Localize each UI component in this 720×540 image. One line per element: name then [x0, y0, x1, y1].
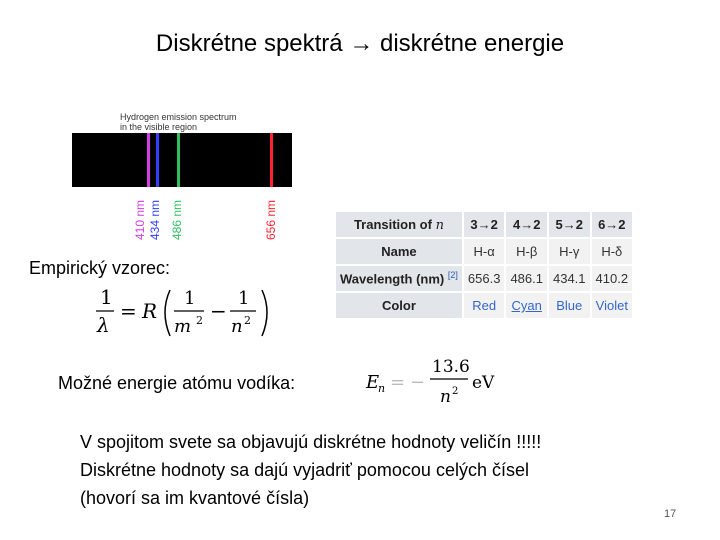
svg-text:E: E	[366, 372, 380, 393]
svg-text:2: 2	[244, 314, 251, 327]
row-header-color: Color	[335, 292, 463, 319]
spectral-line-656	[270, 133, 273, 187]
table-cell: H-β	[505, 238, 548, 265]
reference-link[interactable]: [2]	[447, 270, 458, 281]
table-cell: H-δ	[591, 238, 634, 265]
row-header-transition-var: n	[435, 217, 444, 233]
table-cell: 4→2	[505, 211, 548, 238]
svg-text:n: n	[378, 382, 386, 395]
svg-text:n: n	[440, 387, 451, 407]
conclusion-line-1: V spojitom svete sa objavujú diskrétne hodnoty veličín !!!!!	[80, 432, 542, 452]
table-cell: 434.1	[548, 265, 591, 292]
color-link-violet[interactable]: Violet	[591, 292, 634, 319]
spectrum-caption	[120, 112, 237, 132]
svg-text:=: =	[390, 372, 406, 393]
svg-text:1: 1	[238, 288, 250, 309]
conclusion-paragraph	[80, 428, 541, 512]
table-cell: 486.1	[505, 265, 548, 292]
hydrogen-spectrum-image	[72, 133, 292, 187]
spectrum-caption-line1: Hydrogen emission spectrum	[120, 112, 237, 122]
slide-title: Diskrétne spektrá → diskrétne energie	[155, 30, 565, 57]
page-number: 17	[664, 508, 677, 520]
svg-text:eV: eV	[472, 373, 495, 393]
table-row	[335, 211, 633, 238]
balmer-series-table	[334, 210, 634, 320]
table-cell: 5→2	[548, 211, 591, 238]
svg-text:λ: λ	[97, 313, 110, 337]
svg-text:=: =	[120, 299, 137, 323]
svg-text:−: −	[210, 299, 227, 323]
row-header-name: Name	[335, 238, 463, 265]
row-header-transition-text: Transition of	[353, 216, 436, 232]
energy-numerator: 13.6	[432, 357, 470, 377]
spectral-line-410	[147, 133, 150, 187]
table-row	[335, 292, 633, 319]
row-header-wavelength	[335, 265, 463, 292]
possible-energies-label: Možné energie atómu vodíka:	[58, 373, 296, 393]
conclusion-line-3: (hovorí sa im kvantové čísla)	[80, 488, 310, 508]
row-header-transition	[335, 211, 463, 238]
table-cell: 3→2	[463, 211, 506, 238]
wavelength-label-434: 434 nm	[148, 199, 162, 240]
table-row	[335, 238, 633, 265]
svg-text:−: −	[410, 372, 426, 393]
table-cell: 656.3	[463, 265, 506, 292]
table-cell: 410.2	[591, 265, 634, 292]
svg-text:2: 2	[452, 386, 459, 397]
spectral-line-434	[156, 133, 159, 187]
svg-text:n: n	[231, 316, 243, 337]
svg-text:2: 2	[196, 314, 203, 327]
rydberg-formula	[92, 282, 282, 342]
empirical-formula-label: Empirický vzorec:	[29, 258, 171, 278]
table-row	[335, 265, 633, 292]
wavelength-label-656: 656 nm	[264, 199, 278, 240]
svg-text:R: R	[142, 299, 158, 323]
table-cell: 6→2	[591, 211, 634, 238]
wavelength-label-486: 486 nm	[170, 199, 184, 240]
table-cell: H-α	[463, 238, 506, 265]
energy-formula	[362, 352, 512, 412]
svg-text:1: 1	[100, 285, 113, 309]
spectrum-caption-line2: in the visible region	[120, 122, 198, 132]
svg-text:m: m	[174, 316, 192, 337]
color-link-cyan[interactable]: Cyan	[505, 292, 548, 319]
table-cell: H-γ	[548, 238, 591, 265]
wavelength-label-410: 410 nm	[133, 199, 147, 240]
row-header-wavelength-text: Wavelength (nm)	[340, 271, 445, 287]
spectral-line-486	[177, 133, 180, 187]
conclusion-line-2: Diskrétne hodnoty sa dajú vyjadriť pomocou celých čísel	[80, 460, 529, 480]
color-link-red[interactable]: Red	[463, 292, 506, 319]
color-link-blue[interactable]: Blue	[548, 292, 591, 319]
svg-text:1: 1	[184, 288, 196, 309]
